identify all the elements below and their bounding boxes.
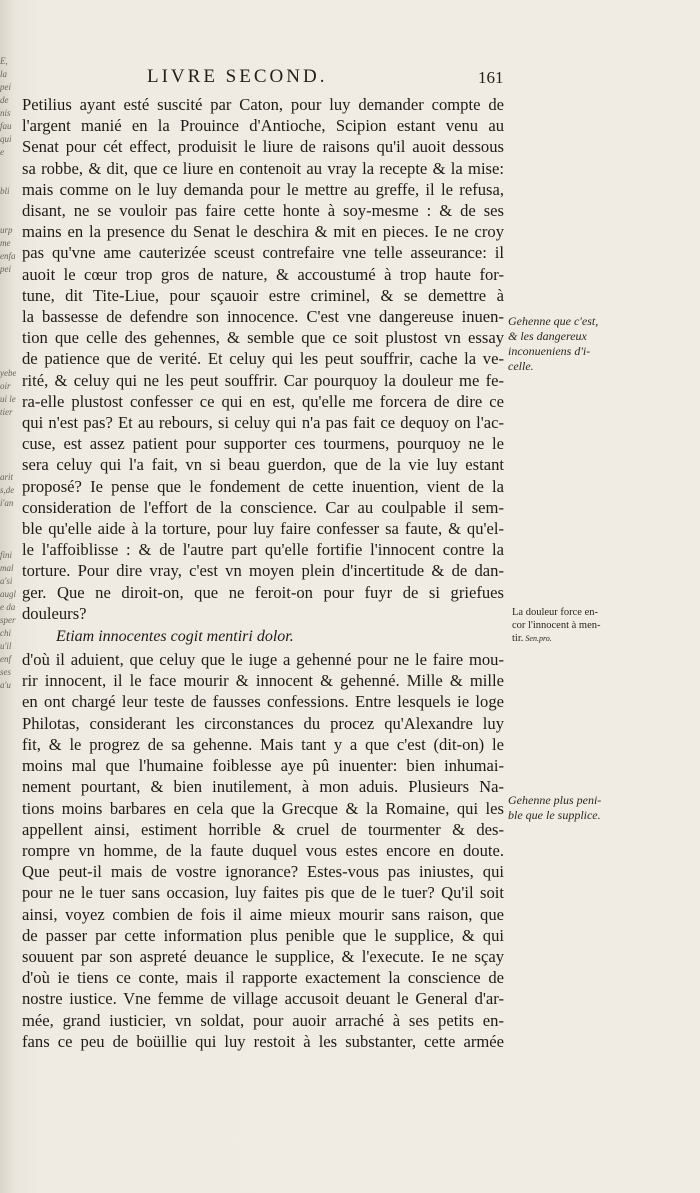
bleed-fragment [0,172,16,185]
text-line: l'argent manié en la Prouince d'Antioche, Scipion estant venu au [22,116,504,136]
text-line: tions moins barbares en cela que la Grecque & la Romaine, qui les [22,798,504,818]
bleed-fragment: s,de [0,485,15,495]
bleed-fragment [0,510,16,523]
text-line: rité, & celuy qui ne les peut souffrir. Car pourquoy la douleur me fe- [22,370,504,390]
text-line: moins mal que l'humaine foiblesse aye pû inuenter: bien inhumai- [22,756,504,776]
bleed-fragment [0,341,16,354]
text-line: auoit le cœur trop gros de nature, & accoustumé à trop haute for- [22,264,504,284]
running-title: LIVRE SECOND. [147,66,328,87]
bleed-fragment: fau [0,121,12,131]
text-line: d'où il aduient, que celuy que le iuge a gehenné pour ne le faire mou- [22,650,504,670]
bleed-fragment [0,198,16,211]
text-line: pour ne le tuer sans occasion, luy faites pis que de le tuer? Qu'il soit [22,883,504,903]
text-line: proposé? Ie pense que le fondement de cette inuention, vient de la [22,476,504,496]
bleed-fragment: mal [0,563,14,573]
marginal-source: Sen.pro. [523,634,552,643]
bleed-fragment: ui le [0,394,16,404]
marginal-note-line: cor l'innocent à men- [512,620,601,631]
marginal-note-line: celle. [508,359,534,373]
bleed-fragment [0,354,16,367]
text-line: Senat pour cét effect, produisit le liure de raisons qu'il auoit dessous [22,137,504,157]
text-line: Petilius ayant esté suscité par Caton, pour luy demander compte de [22,95,504,114]
text-line: douleurs? [22,603,87,623]
text-line: torture. Pour dire vray, c'est vn moyen plein d'incertitude & de dan- [22,561,504,581]
text-line: de passer par cette information plus penible que le supplice, & qui [22,925,504,945]
marginal-note-line: ble que le supplice. [508,808,601,822]
text-line: fit, & le progrez de sa gehenne. Mais tant y a que c'est (dit-on) le [22,734,504,754]
text-line: d'où ie tiens ce conte, mais il rapporte exactement la conscience de [22,968,504,988]
paragraph-one [22,94,504,624]
marginal-note-line: tir. Sen.pro. [512,633,552,644]
bleed-fragment: e da [0,602,16,612]
main-text-block [22,94,504,1052]
marginal-note-line: Gehenne que c'est, [508,314,599,328]
text-line: le l'affoiblisse : & de l'autre part qu'elle fortifie l'innocent contre la [22,540,504,560]
bleed-fragment: enfa [0,251,16,261]
paragraph-two [22,649,504,1052]
text-line: disant, ne se vouloir pas faire cette honte à soy-mesme : & de ses [22,201,504,221]
bleed-fragment: sper [0,615,16,625]
bleed-fragment: oir [0,381,11,391]
bleed-fragment: enf [0,654,11,664]
text-line: souuent par son aspreté deuance le supplice, & l'execute. Ie ne sçay [22,946,504,966]
page-number: 161 [478,68,504,87]
bleed-fragment: augl [0,589,16,599]
marginal-note-gehenne [508,314,623,374]
text-line: ger. Que ne diroit-on, que ne feroit-on pour fuyr de si griefues [22,582,504,602]
text-line: qui n'est pas? Et au rebours, si celuy qui n'a pas fait ce dequoy on l'ac- [22,413,504,433]
bleed-fragment: pei [0,264,11,274]
bleed-fragment [0,276,16,289]
bleed-fragment [0,315,16,328]
marginal-note-line: Gehenne plus peni- [508,793,602,807]
bleed-fragment [0,458,16,471]
bleed-fragment: qui [0,134,12,144]
latin-quotation: Etiam innocentes cogit mentiri dolor. [56,628,294,646]
bleed-fragment: tier [0,407,13,417]
bleed-fragment [0,419,16,432]
text-line: ra-elle plustost confesser ce qui en est, qu'elle me forcera de dire ce [22,391,504,411]
bleed-fragment: nis [0,108,11,118]
text-line: mais comme on le luy demanda pour le mettre au greffe, il le refusa, [22,179,504,199]
bleed-fragment: a'si [0,576,13,586]
text-line: sera celuy qui l'a fait, vn si beau guerdon, que de la vie luy estant [22,455,504,475]
text-line: de patience que de verité. Et celuy qui les peut souffrir, cache la ve- [22,349,504,369]
text-line: nostre iustice. Vne femme de village accusoit deuant le General d'ar- [22,989,504,1009]
text-line: pas qu'vne ame cauterizée sceust contrefaire vne telle asseurance: il [22,243,504,263]
bleed-fragment: la [0,69,8,79]
bleed-fragment: e [0,147,4,157]
marginal-note-line: inconueniens d'i- [508,344,591,358]
text-line: fans ce peu de boüillie qui luy restoit à les substanter, cette armée [22,1031,504,1051]
text-line: mains en la presence du Senat le deschira & mit en pieces. Ie ne croy [22,222,504,242]
marginal-note-line: & les dangereux [508,329,587,343]
bleed-fragment [0,523,16,536]
bleed-fragment [0,432,16,445]
bleed-fragment: de [0,95,9,105]
bleed-fragment: i'an [0,498,14,508]
bleed-fragment: urp [0,225,13,235]
bleed-fragment [0,289,16,302]
bleed-fragment: yebe [0,368,16,378]
text-line: nement pourtant, & bien inutilement, à mon aduis. Plusieurs Na- [22,777,504,797]
bleed-fragment: pei [0,82,11,92]
bleed-fragment: bli [0,186,10,196]
bleed-fragment: me [0,238,11,248]
text-line: tion que celle des gehennes, & semble que ce soit plustost vn essay [22,328,504,348]
page-header [0,66,700,92]
marginal-note-douleur [512,606,627,645]
bleed-fragment: arit [0,472,14,482]
bleed-fragment: a'u [0,680,11,690]
bleed-fragment: E, [0,56,8,66]
bleed-fragment: chi [0,628,11,638]
text-line: en ont chargé leur teste de fausses confessions. Entre lesquels ie loge [22,692,504,712]
text-line: appellent ainsi, estiment horrible & cruel de tourmenter & des- [22,819,504,839]
text-line: la bassesse de defendre son innocence. C'est vne dangereuse inuen- [22,307,504,327]
bleed-fragment: ses [0,667,11,677]
bleed-fragment [0,302,16,315]
text-line: tune, dit Tite-Liue, pour sçauoir estre criminel, & se demettre à [22,285,504,305]
bleed-fragment [0,536,16,549]
marginal-note-supplice [508,793,623,823]
text-line: Que peut-il mais de vostre ignorance? Estes-vous pas iniustes, qui [22,862,504,882]
bleed-fragment [0,328,16,341]
text-line: cuse, est assez patient pour supporter ces tourmens, pourquoy ne le [22,434,504,454]
text-line: sa robbe, & dit, que ce liure en contenoit au vray la recepte & la mise: [22,158,504,178]
text-line: consideration de l'effort de la conscience. Car au coulpable il sem- [22,497,504,517]
text-line: rir innocent, il le face mourir & innocent & gehenné. Mille & mille [22,671,504,691]
text-line: mée, grand iusticier, vn soldat, pour auoir arraché à ses petits en- [22,1010,504,1030]
bleed-fragment [0,211,16,224]
text-line: ainsi, voyez combien de fois il aime mieux mourir sans raison, que [22,904,504,924]
facing-page-margin [0,55,16,1035]
bleed-fragment: u'il [0,641,12,651]
text-line: ble qu'elle aide à la torture, pour luy faire confesser sa faute, & qu'el- [22,519,504,539]
marginal-note-line: La douleur force en- [512,607,598,618]
bleed-fragment: fini [0,550,13,560]
bleed-fragment [0,159,16,172]
text-line: Philotas, considerant les circonstances du procez qu'Alexandre luy [22,713,504,733]
text-line: rompre vn homme, de la faute duquel vous estes encore en doute. [22,840,504,860]
bleed-fragment [0,445,16,458]
